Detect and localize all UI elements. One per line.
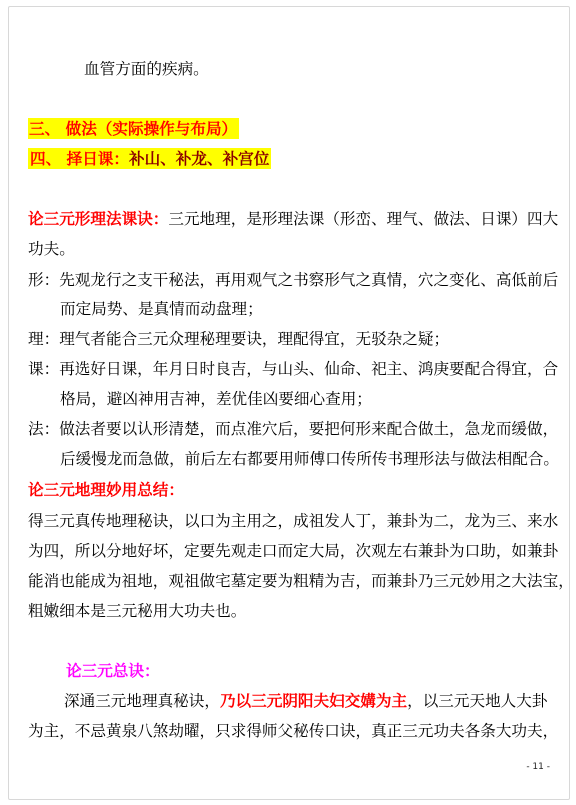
text-line: 为主，不忌黄泉八煞劫曜，只求得师父秘传口诀，真正三元功夫各条大功夫， [28,722,559,740]
section-3-title: 论三元总诀： [66,661,160,680]
text-line: 血管方面的疾病。 [84,60,209,78]
section-2-title: 论三元地理妙用总结： [28,480,184,499]
text-line: 法：做法者要以认形清楚，而点准穴后，要把何形来配合做土，急龙而缓做， [28,420,559,438]
section-3-text-a: 深通三元地理真秘诀， [64,692,220,710]
heading-3-text: 三、 做法（实际操作与布局） [29,119,238,138]
text-line: 为四，所以分地好坏，定要先观走口而定大局，次观左右兼卦为口助，如兼卦 [28,542,559,560]
text-line: 功夫。 [28,240,75,258]
text-line: 后缓慢龙而急做，前后左右都要用师傅口传所传书理形法与做法相配合。 [60,450,560,468]
section-3-line [64,690,547,712]
text-line: 而定局势、是真情而动盘理； [60,300,263,318]
section-1-title: 论三元形理法课诀： [28,209,169,228]
section-3-text-c: ，以三元天地人大卦 [407,692,548,710]
heading-4-content: 补山、补龙、补宫位 [129,149,270,168]
text-line: 得三元真传地理秘诀，以口为主用之，成祖发人丁，兼卦为二，龙为三、来水 [28,512,559,530]
page-number: - 11 - [526,762,550,772]
heading-4-label: 四、 择日课： [30,149,129,168]
heading-4 [28,148,271,170]
text-line: 粗嫩细本是三元秘用大功夫也。 [28,602,247,620]
section-1-text: 三元地理，是形理法课（形峦、理气、做法、日课）四大 [168,210,559,228]
section-3-emphasis: 乃以三元阴阳夫妇交媾为主 [219,691,408,710]
text-line: 理：理气者能合三元众理秘理要诀，理配得宜，无驳杂之疑； [28,330,450,348]
text-line: 形：先观龙行之支干秘法，再用观气之书察形气之真情，穴之变化、高低前后 [28,271,559,289]
text-line: 能消也能成为祖地，观祖做宅墓定要为粗精为吉，而兼卦乃三元妙用之大法宝， [28,572,574,590]
section-1-line [28,208,558,230]
heading-3 [28,118,239,140]
text-line: 课：再选好日课，年月日时良吉，与山头、仙命、祀主、鸿庚要配合得宜，合 [28,360,559,378]
text-line: 格局，避凶神用吉神，差优佳凶要细心查用； [60,390,372,408]
heading-4-text [28,148,271,169]
